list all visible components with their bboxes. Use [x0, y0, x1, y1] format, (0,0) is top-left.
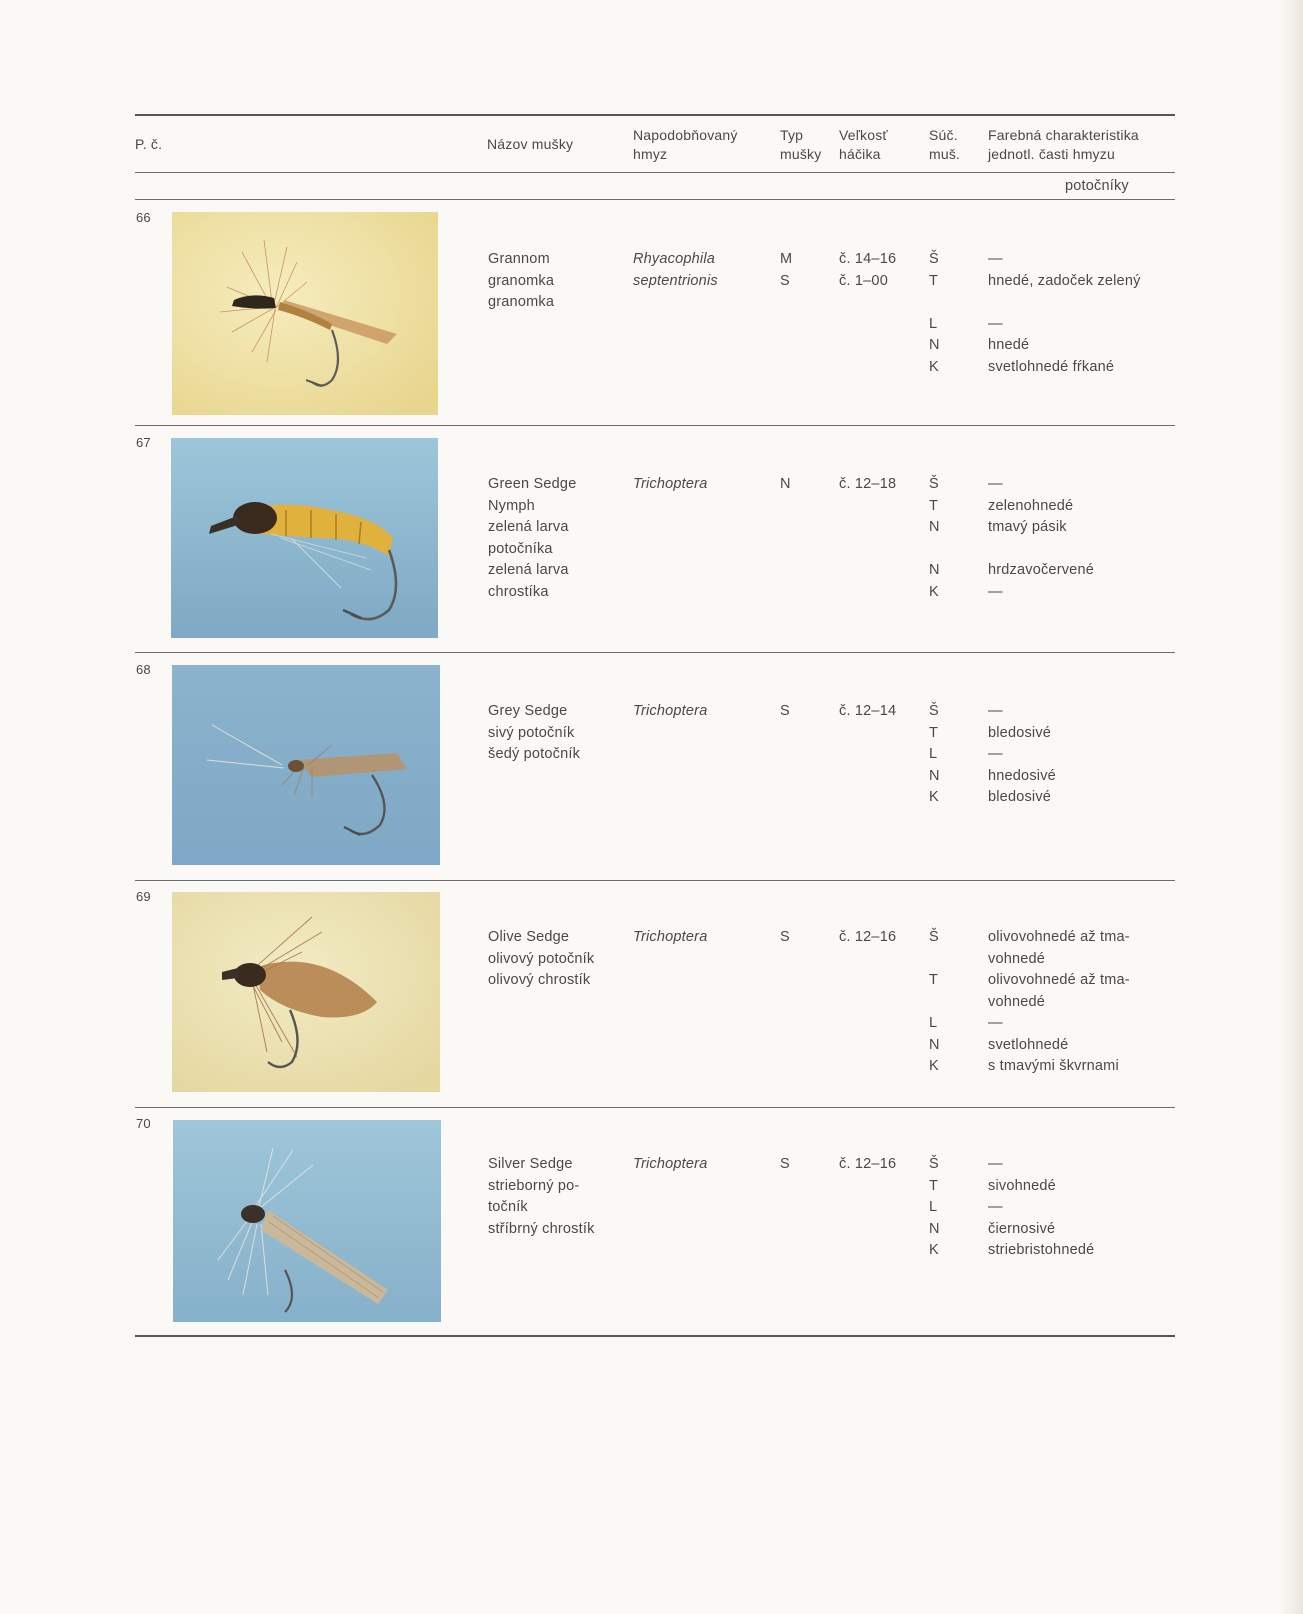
header-size: Veľkosť háčika: [839, 127, 888, 162]
fly-parts: Š T L N K: [929, 929, 940, 1074]
insect-name: Trichoptera: [633, 929, 708, 945]
header-type: Typ mušky: [780, 127, 822, 162]
hook-size: č. 12–14: [839, 703, 897, 719]
part-colors: olivovohnedé až tma- vohnedé olivovohnedé až tma- vohnedé — svetlohnedé s tmavými škvrnami: [988, 929, 1130, 1074]
fly-photo-silver-sedge: [173, 1120, 441, 1322]
fly-name: Olive Sedge olivový potočník olivový chrostík: [488, 929, 595, 988]
fly-parts: Š T L N K: [929, 703, 940, 805]
header-rule: [135, 172, 1175, 173]
insect-name: Trichoptera: [633, 476, 708, 492]
insect-name: Rhyacophila septentrionis: [633, 251, 718, 289]
part-colors: — bledosivé — hnedosivé bledosivé: [988, 703, 1056, 805]
fly-type: N: [780, 476, 791, 492]
fly-name: Grey Sedge sivý potočník šedý potočník: [488, 703, 581, 762]
row-number: 68: [136, 662, 151, 677]
top-rule: [135, 114, 1175, 116]
fly-type: S: [780, 703, 790, 719]
row-number: 66: [136, 210, 151, 225]
fly-type: S: [780, 929, 790, 945]
section-label: potočníky: [1065, 178, 1129, 194]
fly-name: Green Sedge Nymph zelená larva potočníka zelená larva chrostíka: [488, 476, 577, 600]
fly-name: Grannom granomka granomka: [488, 251, 555, 310]
fly-parts: Š T L N K: [929, 251, 940, 375]
part-colors: — hnedé, zadoček zelený — hnedé svetlohnedé fŕkané: [988, 251, 1141, 375]
header-part: Súč. muš.: [929, 127, 961, 162]
header-pc: P. č.: [135, 136, 163, 152]
row-rule: [135, 880, 1175, 881]
row-rule: [135, 652, 1175, 653]
fly-parts: Š T L N K: [929, 1156, 940, 1258]
fly-photo-green-sedge-nymph: [171, 438, 438, 638]
hook-size: č. 12–16: [839, 929, 897, 945]
hook-size: č. 12–16: [839, 1156, 897, 1172]
fly-photo-grey-sedge: [172, 665, 440, 865]
insect-name: Trichoptera: [633, 1156, 708, 1172]
part-colors: — zelenohnedé tmavý pásik hrdzavočervené —: [988, 476, 1094, 600]
fly-parts: Š T N N K: [929, 476, 940, 600]
row-number: 69: [136, 889, 151, 904]
page-edge: [1279, 0, 1303, 1614]
row-rule: [135, 425, 1175, 426]
row-number: 67: [136, 435, 151, 450]
hook-size: č. 12–18: [839, 476, 897, 492]
fly-type: S: [780, 1156, 790, 1172]
header-insect: Napodobňovaný hmyz: [633, 127, 738, 162]
header-name: Názov mušky: [487, 136, 574, 152]
row-number: 70: [136, 1116, 151, 1131]
fly-type: M S: [780, 251, 793, 289]
part-colors: — sivohnedé — čiernosivé striebristohnedé: [988, 1156, 1095, 1258]
section-rule: [135, 199, 1175, 200]
fly-name: Silver Sedge strieborný po- točník stříbrný chrostík: [488, 1156, 595, 1237]
fly-photo-olive-sedge: [172, 892, 440, 1092]
row-rule: [135, 1107, 1175, 1108]
fly-photo-grannom: [172, 212, 438, 415]
insect-name: Trichoptera: [633, 703, 708, 719]
hook-size: č. 14–16 č. 1–00: [839, 251, 897, 289]
header-color: Farebná charakteristika jednotl. časti hmyzu: [988, 127, 1139, 162]
bottom-rule: [135, 1335, 1175, 1337]
